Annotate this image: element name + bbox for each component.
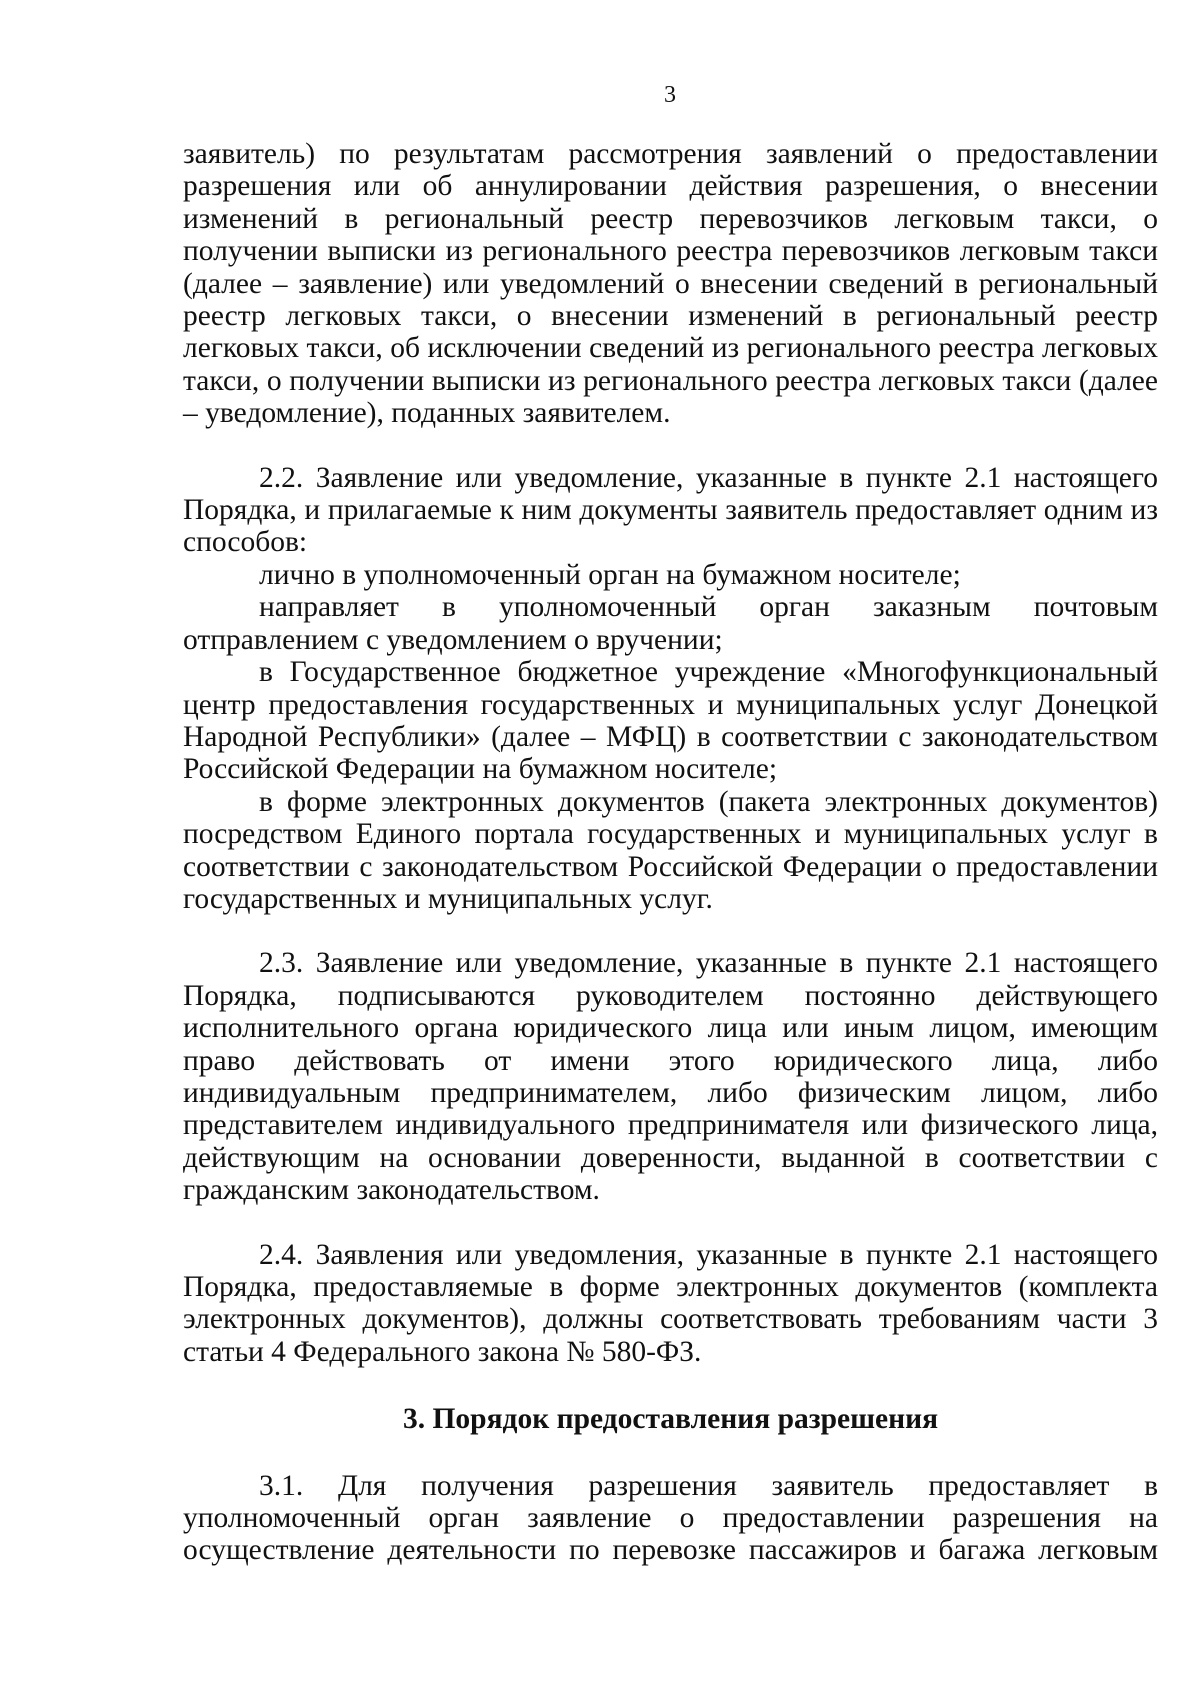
- section-3-heading: 3. Порядок предоставления разрешения: [402, 1403, 939, 1436]
- section-2-2-lead: 2.2. Заявление или уведомление, указанные в пункте 2.1 настоящего Порядка, и прилагаемые к ним документы заявитель предоставляет одним из способов:: [183, 461, 1158, 559]
- section-2-2-item: в форме электронных документов (пакета электронных документов) посредством Единого портала государственных и муниципальных услуг в соответствии с законодательством Российской Федерации о предоставлении государственных и муниципальных услуг.: [183, 785, 1158, 915]
- section-2-4-paragraph: 2.4. Заявления или уведомления, указанные в пункте 2.1 настоящего Порядка, предоставляемые в форме электронных документов (комплекта электронных документов), должны соответствовать требованиям части 3 статьи 4 Федерального закона № 580-ФЗ.: [183, 1238, 1158, 1368]
- intro-paragraph: заявитель) по результатам рассмотрения заявлений о предоставлении разрешения или об аннулировании действия разрешения, о внесении изменений в региональный реестр перевозчиков легковым такси, о получении выписки из регионального реестра перевозчиков легковым такси (далее – заявление) или уведомлений о внесении сведений в региональный реестр легковых такси, о внесении изменений в региональный реестр легковых такси, об исключении сведений из регионального реестра легковых такси, о получении выписки из регионального реестра легковых такси (далее – уведомление), поданных заявителем.: [183, 138, 1158, 430]
- section-2-2-item: в Государственное бюджетное учреждение «Многофункциональный центр предоставления государственных и муниципальных услуг Донецкой Народной Республики» (далее – МФЦ) в соответствии с законодательством Российской Федерации на бумажном носителе;: [183, 656, 1158, 786]
- section-2-2-item: лично в уполномоченный орган на бумажном носителе;: [259, 558, 961, 591]
- section-2-3-paragraph: 2.3. Заявление или уведомление, указанные в пункте 2.1 настоящего Порядка, подписываются руководителем постоянно действующего исполнительного органа юридического лица или иным лицом, имеющим право действовать от имени этого юридического лица, либо индивидуальным предпринимателем, либо физическим лицом, либо представителем индивидуального предпринимателя или физического лица, действующим на основании доверенности, выданной в соответствии с гражданским законодательством.: [183, 947, 1158, 1207]
- section-3-1-paragraph: 3.1. Для получения разрешения заявитель предоставляет в уполномоченный орган заявление о предоставлении разрешения на осуществление деятельности по перевозке пассажиров и багажа легковым: [183, 1469, 1158, 1567]
- document-body: [183, 138, 1158, 1567]
- page-number: 3: [664, 82, 676, 108]
- section-2-2-item: направляет в уполномоченный орган заказным почтовым отправлением с уведомлением о вручении;: [183, 591, 1158, 656]
